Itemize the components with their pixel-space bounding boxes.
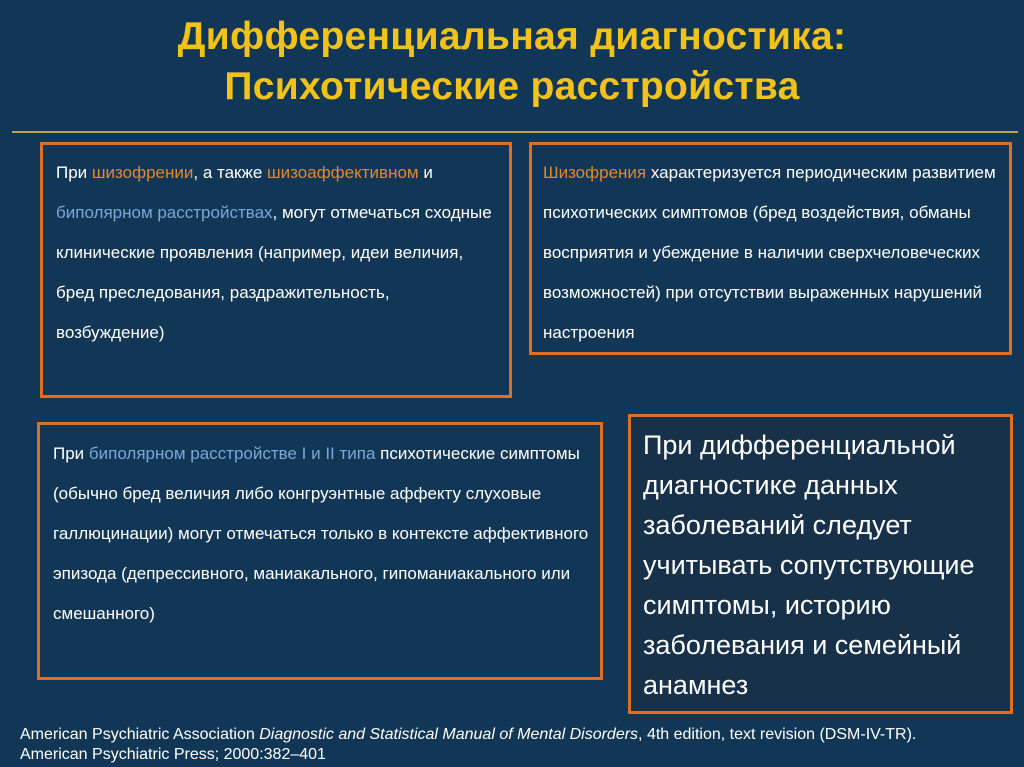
term-schizophrenia-b: Шизофрения — [543, 163, 647, 182]
box-a-text-4: , могут отмечаться сходные клинические проявления (например, идеи величия, бред преследования, раздражительность, возбуждение) — [56, 203, 492, 342]
term-bipolar: биполярном расстройствах — [56, 203, 273, 222]
slide-title — [0, 12, 1024, 112]
title-line-1: Дифференциальная диагностика: — [177, 15, 847, 58]
box-schizophrenia — [529, 142, 1012, 355]
box-bipolar — [37, 422, 603, 680]
reference-line-1 — [20, 725, 1010, 745]
box-a-text-3: и — [418, 163, 433, 182]
box-shared-symptoms — [40, 142, 512, 398]
box-conclusion — [628, 414, 1013, 714]
reference-work: Diagnostic and Statistical Manual of Mental Disorders — [259, 726, 639, 743]
box-b-text: характеризуется периодическим развитием психотических симптомов (бред воздействия, обманы восприятия и убеждение в наличии сверхчеловеческих возможностей) при отсутствии выраженных нарушений настроения — [543, 163, 996, 342]
term-schizophrenia: шизофрении — [91, 163, 194, 182]
box-a-text-1: При — [56, 163, 92, 182]
reference-edition: , 4th edition, text revision (DSM-IV-TR). — [638, 726, 917, 743]
box-c-text-1: При — [53, 444, 89, 463]
reference — [20, 725, 1010, 765]
term-bipolar-types: биполярном расстройстве I и II типа — [88, 444, 376, 463]
conclusion-text: При дифференциальной диагностике данных заболеваний следует учитывать сопутствующие симптомы, историю заболевания и семейный анамнез — [643, 430, 975, 700]
term-schizoaffective: шизоаффективном — [267, 163, 419, 182]
title-line-2: Психотические расстройства — [224, 65, 800, 108]
box-c-text-2: психотические симптомы (обычно бред величия либо конгруэнтные аффекту слуховые галлюцинации) могут отмечаться только в контексте аффективного эпизода (депрессивного, маниакального, гипоманиакального или смешанного) — [53, 444, 589, 623]
reference-author: American Psychiatric Association — [20, 726, 260, 743]
box-a-text-2: , а также — [193, 163, 268, 182]
title-divider — [12, 131, 1018, 133]
reference-publisher: American Psychiatric Press; 2000:382–401 — [20, 746, 326, 763]
